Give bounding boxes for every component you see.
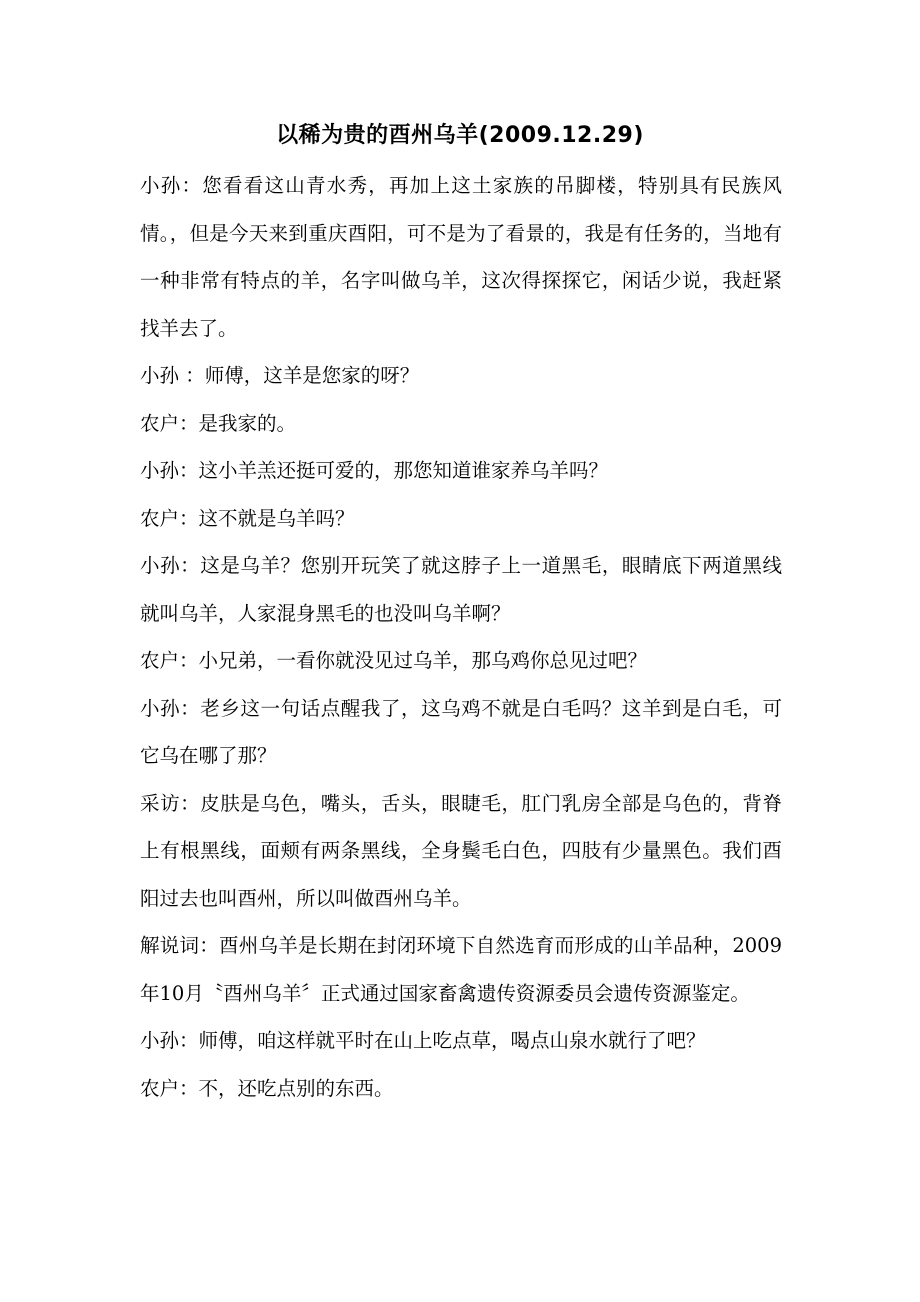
paragraph-interview: 采访：皮肤是乌色，嘴头，舌头，眼睫毛，肛门乳房全部是乌色的，背脊上有根黑线，面颊有两条黑线，全身鬓毛白色，四肢有少量黑色。我们酉阳过去也叫酉州，所以叫做酉州乌羊。 <box>140 791 782 910</box>
paragraph-intro: 小孙：您看看这山青水秀，再加上这土家族的吊脚楼，特别具有民族风情。，但是今天来到重庆酉阳，可不是为了看景的，我是有任务的，当地有一种非常有特点的羊，名字叫做乌羊，这次得探探它，闲话少说，我赶紧找羊去了。 <box>140 174 782 340</box>
paragraph-dialogue: 农户：不，还吃点别的东西。 <box>140 1076 394 1100</box>
paragraph-narration: 解说词：酉州乌羊是长期在封闭环境下自然选育而形成的山羊品种，2009年10月〝酉州乌羊〞正式通过国家畜禽遗传资源委员会遗传资源鉴定。 <box>140 934 782 1005</box>
document-title: 以稀为贵的酉州乌羊(2009.12.29) <box>276 123 644 148</box>
paragraph-dialogue: 小孙：这小羊羔还挺可爱的，那您知道谁家养乌羊吗？ <box>140 459 609 482</box>
paragraph-dialogue: 农户：小兄弟，一看你就没见过乌羊，那乌鸡你总见过吧？ <box>140 649 648 672</box>
document-body <box>140 162 782 1112</box>
paragraph-dialogue: 农户：这不就是乌羊吗？ <box>140 506 355 530</box>
paragraph-dialogue: 小孙 ：师傅，这羊是您家的呀？ <box>140 364 420 387</box>
paragraph-dialogue: 小孙：师傅，咱这样就平时在山上吃点草，喝点山泉水就行了吧？ <box>140 1029 706 1052</box>
paragraph-dialogue: 农户：是我家的。 <box>140 411 297 435</box>
paragraph-dialogue: 小孙：这是乌羊？您别开玩笑了就这脖子上一道黑毛，眼睛底下两道黑线就叫乌羊，人家混身黑毛的也没叫乌羊啊？ <box>140 554 782 625</box>
paragraph-dialogue: 小孙：老乡这一句话点醒我了，这乌鸡不就是白毛吗？这羊到是白毛，可它乌在哪了那？ <box>140 696 782 767</box>
